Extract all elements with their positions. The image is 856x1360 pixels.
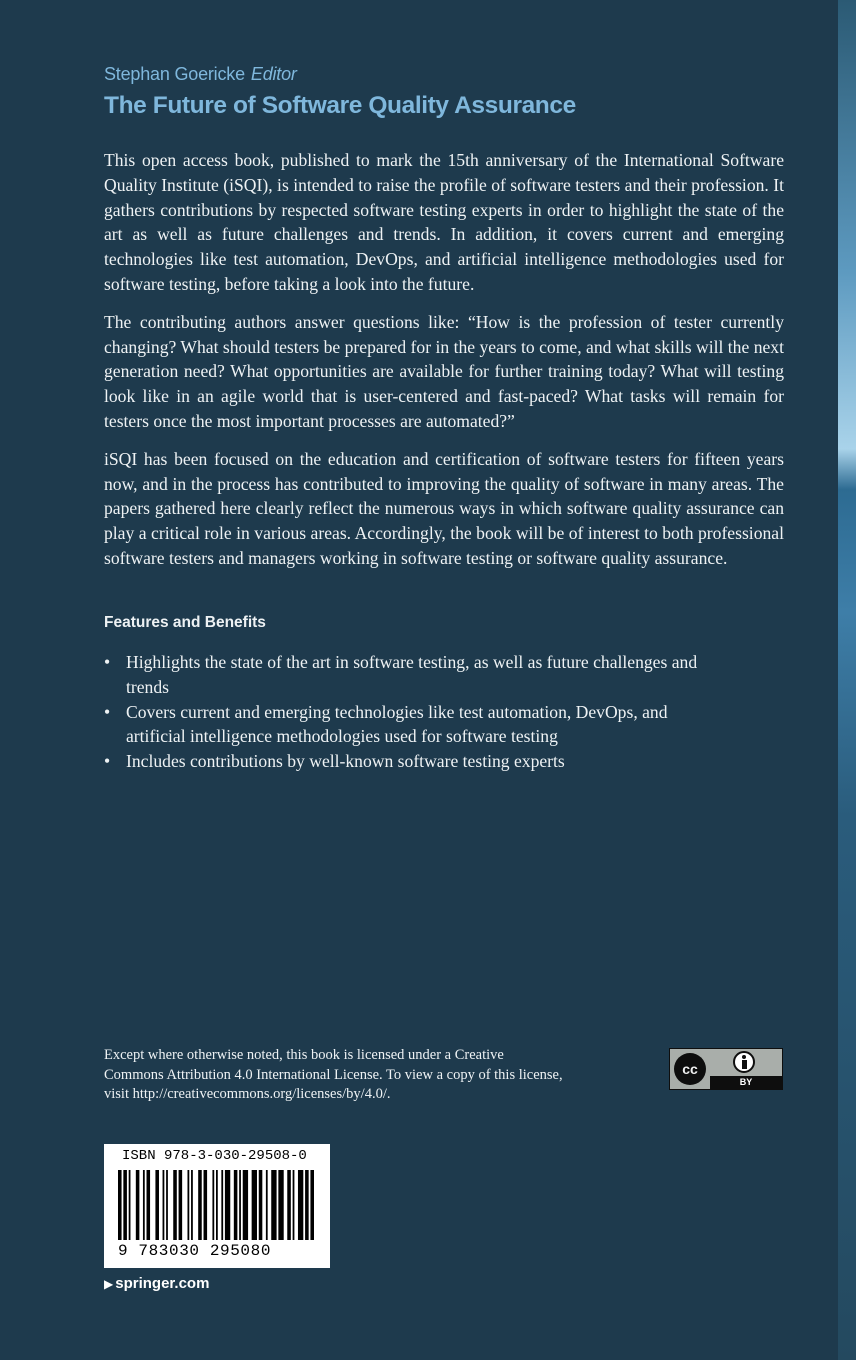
barcode-bar (225, 1170, 230, 1240)
barcode-bar (136, 1170, 140, 1240)
blurb-paragraph: iSQI has been focused on the education and certification of software testers for fifteen years now, and in the process has contributed to improving the quality of software in many areas. The papers gathered here clearly reflect the numerous ways in which software quality assurance can play a critical role in various areas. Accordingly, the book will be of interest to both professional software testers and managers working in software testing or software quality assurance. (104, 448, 784, 568)
blurb-paragraph: This open access book, published to mark the 15th anniversary of the International Software Quality Institute (iSQI), is intended to raise the profile of software testers and their profession. It gathers contributions by respected software testing experts in order to highlight the state of the art as well as future challenges and trends. In addition, it covers current and emerging technologies like test automation, DevOps, and artificial intelligence methodologies used for software testing, before taking a look into the future. (104, 150, 784, 294)
barcode-bar (187, 1170, 189, 1240)
barcode-bar (118, 1170, 122, 1240)
cover-spine-gradient (838, 0, 856, 1360)
feature-text: Highlights the state of the art in software testing, as well as future challenges and trends (126, 652, 698, 697)
barcode-bar (305, 1170, 309, 1240)
barcode-bar (243, 1170, 248, 1240)
publisher-link[interactable] (104, 1275, 209, 1292)
barcode-bar (191, 1170, 193, 1240)
bullet-icon: • (104, 701, 111, 722)
barcode-bar (155, 1170, 159, 1240)
barcode-bar (266, 1170, 268, 1240)
arrow-right-icon: ▶ (104, 1277, 114, 1291)
barcode-bar (212, 1170, 214, 1240)
barcode-bar (198, 1170, 202, 1240)
barcode-bar (239, 1170, 241, 1240)
barcode-bar (204, 1170, 208, 1240)
creative-commons-icon: cc (674, 1053, 706, 1085)
barcode-bar (259, 1170, 263, 1240)
barcode-bar (234, 1170, 238, 1240)
author-role: Editor (250, 64, 297, 84)
blurb (104, 148, 784, 584)
author-name: Stephan Goericke (104, 64, 245, 84)
isbn-label: ISBN 978-3-030-29508-0 (122, 1148, 307, 1164)
license-notice: Except where otherwise noted, this book is licensed under a Creative Commons Attribution 4.0 International License. To view a copy of this license, visit http://creativecommons.org/licenses/by/4.0/. (104, 1047, 563, 1102)
barcode-bar (216, 1170, 218, 1240)
barcode-bar (252, 1170, 257, 1240)
barcode-bar (293, 1170, 295, 1240)
barcode-bar (221, 1170, 223, 1240)
feature-item (104, 650, 724, 700)
feature-text: Covers current and emerging technologies like test automation, DevOps, and artificial intelligence methodologies used for software testing (126, 701, 668, 747)
barcode-bar (123, 1170, 127, 1240)
barcode-bar (166, 1170, 168, 1240)
features-heading: Features and Benefits (104, 614, 266, 631)
feature-text: Includes contributions by well-known software testing experts (126, 751, 565, 772)
barcode-bar (143, 1170, 145, 1240)
barcode-bar (271, 1170, 276, 1240)
barcode-bar (310, 1170, 314, 1240)
barcode-bar (278, 1170, 283, 1240)
barcode-bar (179, 1170, 183, 1240)
ean-digits: 9 783030 295080 (118, 1242, 272, 1260)
book-title: The Future of Software Quality Assurance (104, 92, 576, 119)
cc-by-badge (669, 1048, 783, 1090)
attribution-person-icon (733, 1051, 755, 1073)
author-line (104, 64, 297, 85)
feature-item (104, 700, 724, 750)
barcode-bar (147, 1170, 151, 1240)
blurb-paragraph: The contributing authors answer questions like: “How is the profession of tester currently changing? What should testers be prepared for in the years to come, and what skills will the next generation need? What opportunities are available for further training today? What will testing look like in an agile world that is user-centered and fast-paced? What tasks will remain for testers once the most important processes are automated?” (104, 311, 784, 431)
barcode-bar (163, 1170, 165, 1240)
feature-item (104, 749, 724, 774)
publisher-site-label: springer.com (115, 1275, 210, 1292)
barcode-bar (129, 1170, 131, 1240)
barcode-bar (298, 1170, 303, 1240)
by-label: BY (710, 1076, 782, 1089)
bullet-icon: • (104, 652, 111, 672)
bullet-icon: • (104, 751, 111, 772)
barcode-bar (173, 1170, 177, 1240)
barcode-bar (287, 1170, 291, 1240)
features-list (104, 650, 724, 774)
barcode-icon (118, 1170, 318, 1242)
isbn-barcode (104, 1144, 330, 1268)
